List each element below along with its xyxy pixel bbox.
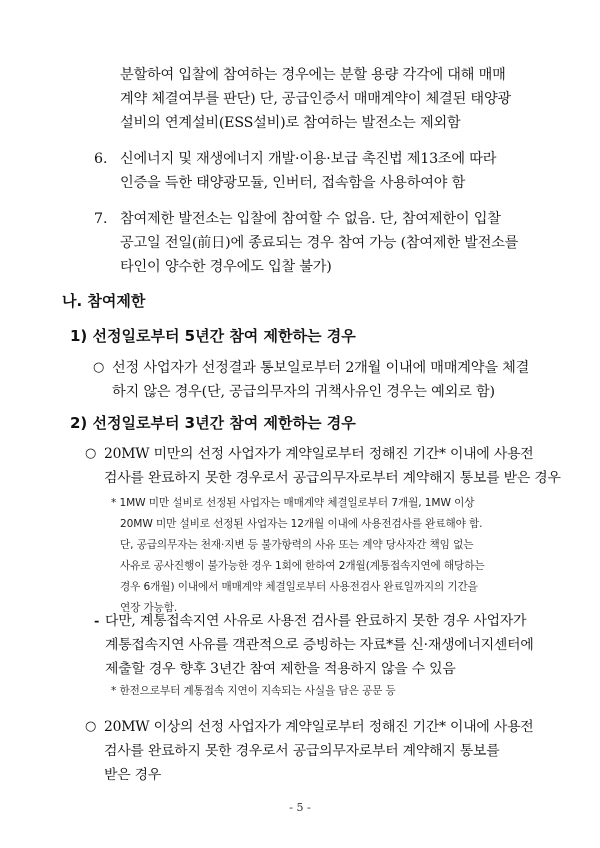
text-line: 참여제한 발전소는 입찰에 참여할 수 없음. 단, 참여제한이 입찰 bbox=[120, 211, 501, 227]
text-line: 받은 경우 bbox=[104, 767, 162, 783]
item6-text bbox=[120, 147, 496, 195]
note-line: 사유로 공사진행이 불가능한 경우 1회에 한하여 2개월(계통접속지연에 해당하는 bbox=[120, 560, 485, 572]
text-line: 20MW 미만의 선정 사업자가 계약일로부터 정해진 기간* 이내에 사용전 bbox=[104, 446, 534, 462]
sub2-dash-text bbox=[105, 609, 534, 681]
text-line: 제출할 경우 향후 3년간 참여 제한을 적용하지 않을 수 있음 bbox=[105, 661, 456, 677]
footnote-block-1 bbox=[111, 493, 484, 619]
text-line: 신에너지 및 재생에너지 개발·이용·보급 촉진법 제13조에 따라 bbox=[120, 151, 497, 167]
section-heading: 나. 참여제한 bbox=[62, 292, 146, 310]
note-line: 연장 가능함. bbox=[120, 602, 178, 614]
text-line: 다만, 계통접속지연 사유로 사용전 검사를 완료하지 못한 경우 사업자가 bbox=[105, 613, 527, 629]
text-line: 분할하여 입찰에 참여하는 경우에는 분할 용량 각각에 대해 매매 bbox=[120, 67, 506, 83]
note-line: 20MW 미만 설비로 선정된 사업자는 12개월 이내에 사용전검사를 완료해야 함. bbox=[120, 518, 483, 530]
note-line: 경우 6개월) 이내에서 매매계약 체결일로부터 사용전검사 완료일까지의 기간을 bbox=[120, 581, 478, 593]
note-line: * 1MW 미만 설비로 선정된 사업자는 매매계약 체결일로부터 7개월, 1MW 이상 bbox=[111, 497, 475, 509]
item5-continuation bbox=[120, 63, 511, 135]
page-number: - 5 - bbox=[289, 801, 311, 814]
footnote-2: * 한전으로부터 계통접속 지연이 지속되는 사실을 담은 공문 등 bbox=[111, 685, 396, 697]
circle-bullet-icon: ○ bbox=[85, 719, 97, 734]
item6-number: 6. bbox=[94, 151, 108, 167]
text-line: 계통접속지연 사유를 객관적으로 증빙하는 자료*를 신·재생에너지센터에 bbox=[105, 637, 534, 653]
subsection-heading-1: 1) 선정일로부터 5년간 참여 제한하는 경우 bbox=[70, 327, 356, 345]
sub1-text bbox=[112, 356, 529, 404]
text-line: 인증을 득한 태양광모듈, 인버터, 접속함을 사용하여야 함 bbox=[120, 175, 466, 191]
text-line: 설비의 연계설비(ESS설비)로 참여하는 발전소는 제외함 bbox=[120, 115, 461, 131]
item7-number: 7. bbox=[94, 211, 108, 227]
circle-bullet-icon: ○ bbox=[93, 360, 105, 375]
text-line: 선정 사업자가 선정결과 통보일로부터 2개월 이내에 매매계약을 체결 bbox=[112, 360, 530, 376]
subsection-heading-2: 2) 선정일로부터 3년간 참여 제한하는 경우 bbox=[70, 414, 356, 432]
text-line: 타인이 양수한 경우에도 입찰 불가) bbox=[120, 259, 332, 275]
item7-text bbox=[120, 207, 518, 279]
sub2-text-2 bbox=[104, 715, 534, 787]
sub2-text bbox=[104, 442, 561, 490]
dash-bullet: - bbox=[94, 614, 100, 629]
text-line: 계약 체결여부를 판단) 단, 공급인증서 매매계약이 체결된 태양광 bbox=[120, 91, 511, 107]
note-line: 단, 공급의무자는 천재·지변 등 불가항력의 사유 또는 계약 당사자간 책임 없는 bbox=[120, 539, 474, 551]
text-line: 하지 않은 경우(단, 공급의무자의 귀책사유인 경우는 예외로 함) bbox=[112, 384, 495, 400]
text-line: 공고일 전일(前日)에 종료되는 경우 참여 가능 (참여제한 발전소를 bbox=[120, 235, 519, 251]
text-line: 20MW 이상의 선정 사업자가 계약일로부터 정해진 기간* 이내에 사용전 bbox=[104, 719, 534, 735]
text-line: 검사를 완료하지 못한 경우로서 공급의무자로부터 계약해지 통보를 bbox=[104, 743, 500, 759]
text-line: 검사를 완료하지 못한 경우로서 공급의무자로부터 계약해지 통보를 받은 경우 bbox=[104, 470, 561, 486]
circle-bullet-icon: ○ bbox=[85, 446, 97, 461]
